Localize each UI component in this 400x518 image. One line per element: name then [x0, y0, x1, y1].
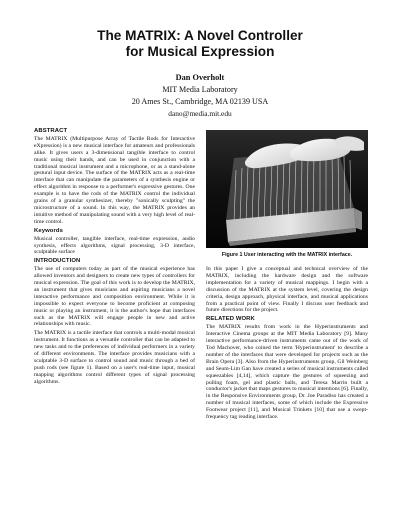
author-name: Dan Overholt [175, 73, 225, 82]
related-work-heading: RELATED WORK [206, 316, 255, 323]
author-affiliation: MIT Media Laboratory [162, 85, 238, 94]
introduction-paragraph-2: The MATRIX is a tactile interface that controls a multi-modal musical instrument. It functions as a versatile controller that can be adapted to new tasks and to the preferences of individual performers in a variety of different environments. The interface provides musicians with a sculptable 3-D surface to control sound and music through a bed of push rods (see figure 1). Based on a user's real-time input, musical mapping algorithms control different types of signal processing algorithms. [34, 330, 195, 385]
paper-title [20, 28, 380, 60]
introduction-heading: INTRODUCTION [34, 258, 81, 265]
title-line-1: The MATRIX: A Novel Controller [97, 28, 303, 43]
overview-paragraph: In this paper I give a conceptual and technical overview of the MATRIX, including the hardware design and the software implementation for a variety of musical mappings. I begin with a discussion of the MATRIX at the system level, covering the design criteria, design approach, physical interface, and musical applications from a practical point of view. Finally I discuss user feedback and future directions for the project. [206, 266, 368, 314]
right-column [206, 266, 368, 423]
introduction-paragraph-1: The use of computers today as part of the musical experience has allowed inventors and designers to create new types of controllers for musical expression. The goal of this work is to develop the MATRIX, an instrument that gives musicians and aspiring musicians a novel interactive performance and composition environment. While it is impossible to expect everyone to become proficient at composing music or playing an instrument, it is the author's hope that interfaces such as the MATRIX will engage people in new and active relationships with music. [34, 266, 195, 328]
related-work-paragraph: The MATRIX results from work in the Hyperinstruments and Interactive Cinema groups at the MIT Media Laboratory [9]. Many interactive performance-driven instruments came out of the work of Tod Machover, who coined the term 'Hyperinstrument' to describe a number of the interfaces that were developed for projects such as the Brain Opera [3]. Also from the Hyperinstruments group, Gil Weinberg and Seum-Lim Gan have created a series of musical instruments called squeezables [4,14], which capture the gestures of squeezing and pulling foam, gel and plastic balls, and Teresa Marrin built a conductor's jacket that maps gestures to musical intentions [6]. Finally, in the Responsive Environments group, Dr. Joe Paradiso has created a number of musical interfaces, some of which include the Expressive Footwear project [11], and Musical Trinkets [10] that use a swept-frequency tag reading interface. [206, 324, 368, 421]
author-email: dano@media.mit.edu [168, 109, 232, 118]
matrix-interface-illustration [206, 130, 368, 248]
abstract-heading: ABSTRACT [34, 128, 68, 134]
author-block [20, 72, 380, 120]
title-line-2: for Musical Expression [125, 44, 275, 59]
left-column [34, 126, 195, 388]
author-address: 20 Ames St., Cambridge, MA 02139 USA [131, 97, 269, 106]
abstract-text: The MATRIX (Multipurpose Array of Tactile Rods for Interactive eXpression) is a new musical interface for amateurs and professionals alike. It gives users a 3-dimensional tangible interface to control music using their hands, and can be used in conjunction with a traditional musical instrument and a microphone, or as a stand-alone gestural input device. The surface of the MATRIX acts as a real-time interface that can manipulate the parameters of a synthesis engine or effect algorithm in response to a performer's expressive gestures. One example is to have the rods of the MATRIX control the individual grains of a granular synthesizer, thereby "sonically sculpting" the microstructure of a sound. In this way, the MATRIX provides an intuitive method of manipulating sound with a very high level of real-time control. [34, 135, 195, 225]
figure-1-caption: Figure 1 User interacting with the MATRIX interface. [221, 252, 353, 258]
keywords-text: Musical controller, tangible interface, real-time expression, audio synthesis, effects algorithms, signal processing, 3-D interface, sculptable surface [34, 235, 195, 256]
figure-1-photo [206, 130, 368, 248]
keywords-heading: Keywords [34, 227, 63, 234]
